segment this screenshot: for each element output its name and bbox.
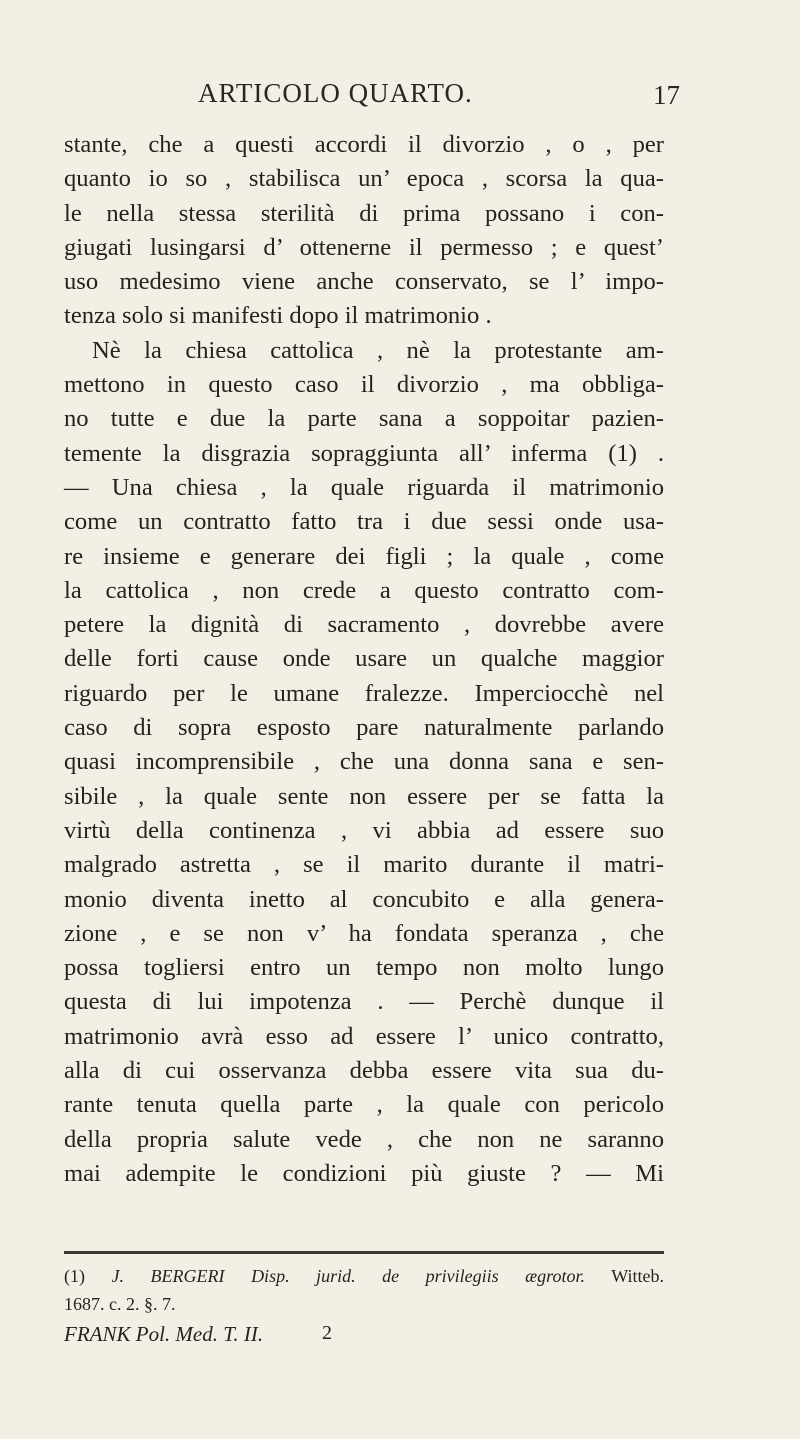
printer-signature	[64, 1318, 664, 1352]
body-text	[64, 128, 664, 1191]
text-line: possa togliersi entro un tempo non molto lungo	[64, 954, 664, 982]
text-line: le nella stessa sterilità di prima possano i con-	[64, 199, 664, 227]
text-line: re insieme e generare dei figli ; la quale , come	[64, 542, 664, 570]
text-line: monio diventa inetto al concubito e alla genera-	[64, 885, 664, 913]
text-line: quanto io so , stabilisca un’ epoca , scorsa la qua-	[64, 165, 664, 193]
text-line: questa di lui impotenza . — Perchè dunque il	[64, 988, 664, 1016]
signature-mark: 2	[322, 1322, 332, 1344]
text-line: tenza solo si manifesti dopo il matrimonio .	[64, 302, 492, 330]
running-head	[0, 78, 800, 118]
text-line: petere la dignità di sacramento , dovrebbe avere	[64, 611, 664, 639]
text-line: temente la disgrazia sopraggiunta all’ inferma (1) .	[64, 439, 664, 467]
footnote-place: Witteb.	[611, 1266, 664, 1286]
text-line: giugati lusingarsi d’ ottenerne il permesso ; e quest’	[64, 233, 664, 261]
text-line: riguardo per le umane fralezze. Imperciocchè nel	[64, 679, 664, 707]
running-title: ARTICOLO QUARTO.	[198, 78, 473, 108]
text-line: uso medesimo viene anche conservato, se l’ impo-	[64, 268, 664, 296]
text-line: la cattolica , non crede a questo contratto com-	[64, 576, 664, 604]
page-number: 17	[653, 80, 680, 110]
text-line: mettono in questo caso il divorzio , ma obbliga-	[64, 371, 664, 399]
text-line: mai adempite le condizioni più giuste ? — Mi	[64, 1159, 664, 1187]
text-line: zione , e se non v’ ha fondata speranza , che	[64, 919, 664, 947]
signature-text: FRANK Pol. Med. T. II.	[64, 1322, 264, 1346]
text-line: Nè la chiesa cattolica , nè la protestante am-	[92, 336, 664, 364]
text-line: no tutte e due la parte sana a soppoitar pazien-	[64, 405, 664, 433]
text-line: delle forti cause onde usare un qualche maggior	[64, 645, 664, 673]
text-line: malgrado astretta , se il marito durante il matri-	[64, 851, 664, 879]
text-line: matrimonio avrà esso ad essere l’ unico contratto,	[64, 1022, 664, 1050]
footnote-author: J. BERGERI	[111, 1266, 225, 1286]
footnote-line: 1687. c. 2. §. 7.	[64, 1294, 176, 1314]
text-line: alla di cui osservanza debba essere vita sua du-	[64, 1057, 664, 1085]
footnote-marker: (1)	[64, 1266, 85, 1286]
text-line: come un contratto fatto tra i due sessi onde usa-	[64, 508, 664, 536]
footnote-title: Disp. jurid. de privilegiis ægrotor.	[251, 1266, 586, 1286]
text-line: della propria salute vede , che non ne saranno	[64, 1125, 664, 1153]
text-line: — Una chiesa , la quale riguarda il matrimonio	[64, 473, 664, 501]
text-line: sibile , la quale sente non essere per se fatta la	[64, 782, 664, 810]
footnote-divider	[64, 1251, 664, 1254]
text-line: stante, che a questi accordi il divorzio , o , per	[64, 131, 664, 158]
footnote-line	[64, 1262, 664, 1290]
text-line: rante tenuta quella parte , la quale con pericolo	[64, 1091, 664, 1119]
text-line: caso di sopra esposto pare naturalmente parlando	[64, 714, 664, 742]
text-line: quasi incomprensibile , che una donna sana e sen-	[64, 748, 664, 776]
footnotes	[64, 1262, 664, 1318]
text-line: virtù della continenza , vi abbia ad essere suo	[64, 816, 664, 844]
